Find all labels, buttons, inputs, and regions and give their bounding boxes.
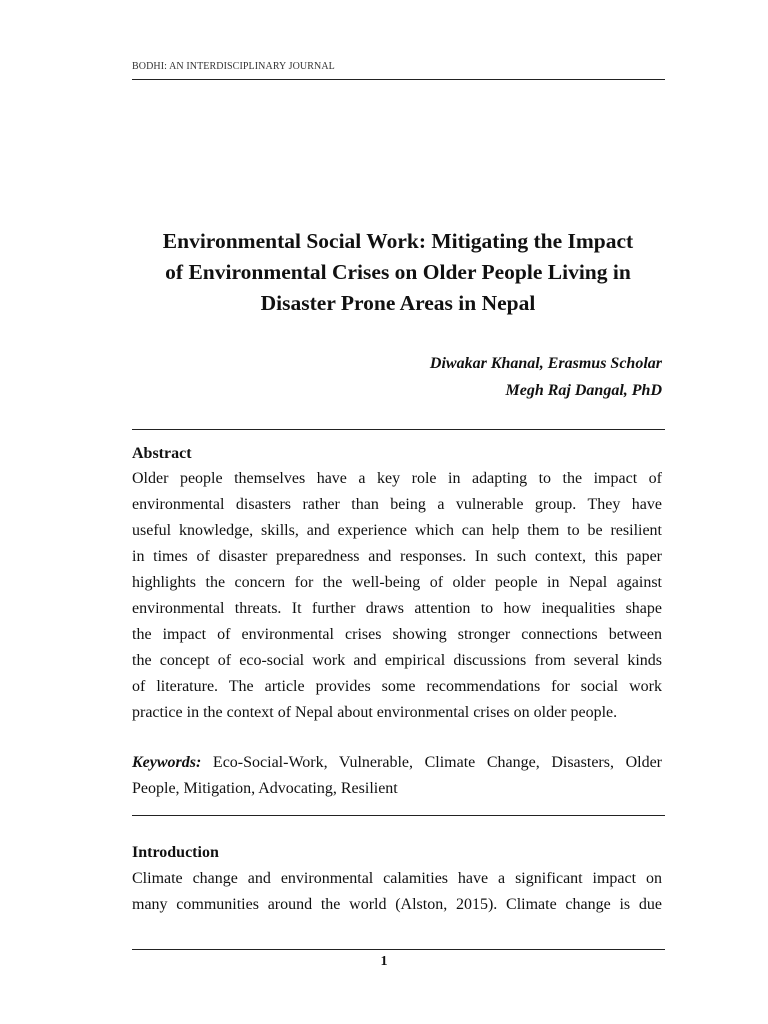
abstract-heading: Abstract xyxy=(132,445,192,462)
abstract-line: environmental threats. It further draws attention to how inequalities shape xyxy=(132,600,662,617)
keywords-line xyxy=(132,750,662,776)
abstract-line: Older people themselves have a key role in adapting to the impact of xyxy=(132,470,662,487)
abstract-line: useful knowledge, skills, and experience which can help them to be resilient xyxy=(132,522,662,539)
running-header: BODHI: AN INTERDISCIPLINARY JOURNAL xyxy=(132,61,335,72)
keywords-label: Keywords: xyxy=(132,754,202,771)
header-divider xyxy=(132,79,665,80)
introduction-text xyxy=(132,866,662,918)
title-line: of Environmental Crises on Older People Living in xyxy=(165,260,631,284)
abstract-line: the concept of eco-social work and empirical discussions from several kinds xyxy=(132,652,662,669)
abstract-text xyxy=(132,466,662,726)
author-line: Megh Raj Dangal, PhD xyxy=(505,382,662,399)
keywords-text: Eco-Social-Work, Vulnerable, Climate Change, Disasters, Older xyxy=(212,754,662,771)
abstract-top-divider xyxy=(132,429,665,430)
author-block xyxy=(430,350,662,404)
introduction-heading: Introduction xyxy=(132,844,219,861)
introduction-line: many communities around the world (Alston, 2015). Climate change is due xyxy=(132,896,662,913)
abstract-line: practice in the context of Nepal about environmental crises on older people. xyxy=(132,704,618,721)
author-line: Diwakar Khanal, Erasmus Scholar xyxy=(429,355,662,372)
title-line: Environmental Social Work: Mitigating the Impact xyxy=(162,229,634,253)
abstract-line: the impact of environmental crises showing stronger connections between xyxy=(132,626,662,643)
article-title xyxy=(120,226,676,319)
keywords-line: People, Mitigation, Advocating, Resilient xyxy=(132,780,398,797)
abstract-line: of literature. The article provides some recommendations for social work xyxy=(132,678,662,695)
abstract-line: environmental disasters rather than being a vulnerable group. They have xyxy=(132,496,662,513)
keywords-block xyxy=(132,750,662,802)
title-line: Disaster Prone Areas in Nepal xyxy=(260,291,536,315)
abstract-line: in times of disaster preparedness and responses. In such context, this paper xyxy=(132,548,662,565)
footer-divider xyxy=(132,949,665,950)
page-number: 1 xyxy=(380,954,388,969)
keywords-bottom-divider xyxy=(132,815,665,816)
abstract-line: highlights the concern for the well-being of older people in Nepal against xyxy=(132,574,662,591)
introduction-line: Climate change and environmental calamities have a significant impact on xyxy=(132,870,662,887)
